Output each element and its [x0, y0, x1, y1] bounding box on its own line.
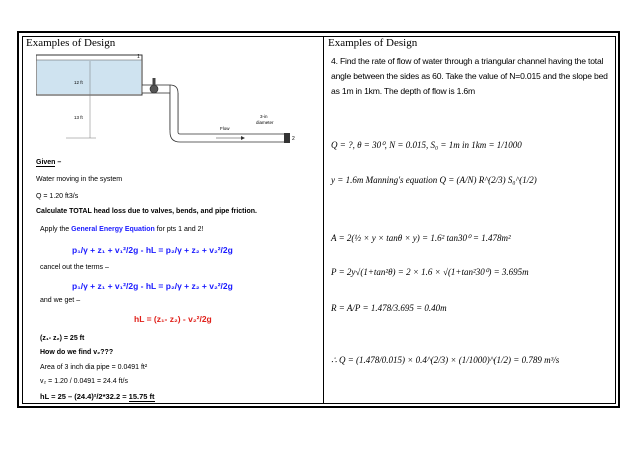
tank-point-1-label: 1 [137, 54, 140, 60]
energy-equation-2: p₁/γ + z₁ + v₁²/2g - hL = p₂/γ + z₂ + v₂²/2g [72, 281, 233, 291]
flow-label: Flow [220, 126, 230, 131]
diameter-label-1: 3-in [260, 114, 268, 119]
head-loss-result: hL = 25 – (24.4)²/2*32.2 = 15.75 ft [40, 392, 155, 401]
pipe-system-figure [36, 52, 298, 152]
right-header: Examples of Design [328, 37, 418, 49]
column-divider [323, 36, 324, 404]
perimeter-equation: P = 2y√(1+tan²θ) = 2 × 1.6 × √(1+tan²30⁰) = 3.695m [331, 267, 529, 277]
energy-equation-1: p₁/γ + z₁ + v₁²/2g - hL = p₂/γ + z₂ + v₂²/2g [72, 245, 233, 255]
point-2-label: 2 [292, 136, 295, 142]
height-label-bottom: 13 ft [74, 115, 83, 120]
flow-rate-result: ∴ Q = (1.478/0.015) × 0.4^(2/3) × (1/1000)^(1/2) = 0.789 m³/s [331, 355, 560, 365]
given-values-equation: Q = ?, θ = 30⁰, N = 0.015, S₀ = 1m in 1km = 1/1000 [331, 140, 522, 150]
height-label-top: 12 ft [74, 80, 83, 85]
velocity-line: v₂ = 1.20 / 0.0491 = 24.4 ft/s [40, 378, 128, 385]
and-get-line: and we get – [40, 297, 81, 304]
water-line: Water moving in the system [36, 176, 123, 183]
problem-statement: 4. Find the rate of flow of water through a triangular channel having the total angle between the sides as 60. Take the value of N=0.015 and the slope bed as 1m in 1km. The depth of flow is 1.6m [331, 56, 608, 96]
elevation-difference: (z₁- z₂) = 25 ft [40, 335, 85, 342]
apply-line: Apply the General Energy Equation for pts 1 and 2! [40, 226, 204, 233]
diameter-label-2: diameter [256, 120, 274, 125]
hydraulic-radius-equation: R = A/P = 1.478/3.695 = 0.40m [331, 303, 447, 313]
outlet-nozzle [284, 133, 290, 143]
head-loss-equation: hL = (z₁- z₂) - v₂²/2g [134, 314, 212, 324]
area-line: Area of 3 inch dia pipe = 0.0491 ft² [40, 364, 148, 371]
flow-rate-line: Q = 1.20 ft3/s [36, 193, 79, 200]
tank-water [37, 60, 141, 94]
area-equation: A = 2(½ × y × tanθ × y) = 1.6² tan30⁰ = 1.478m² [331, 233, 511, 243]
cancel-line: cancel out the terms – [40, 264, 109, 271]
manning-equation: y = 1.6m Manning's equation Q = (A/N) R^(2/3) S₀^(1/2) [331, 175, 537, 185]
calculate-line: Calculate TOTAL head loss due to valves, bends, and pipe friction. [36, 208, 257, 215]
given-heading: Given – [36, 159, 62, 166]
left-header: Examples of Design [26, 37, 116, 49]
valve [150, 85, 158, 93]
find-v2-question: How do we find v₂??? [40, 349, 114, 356]
